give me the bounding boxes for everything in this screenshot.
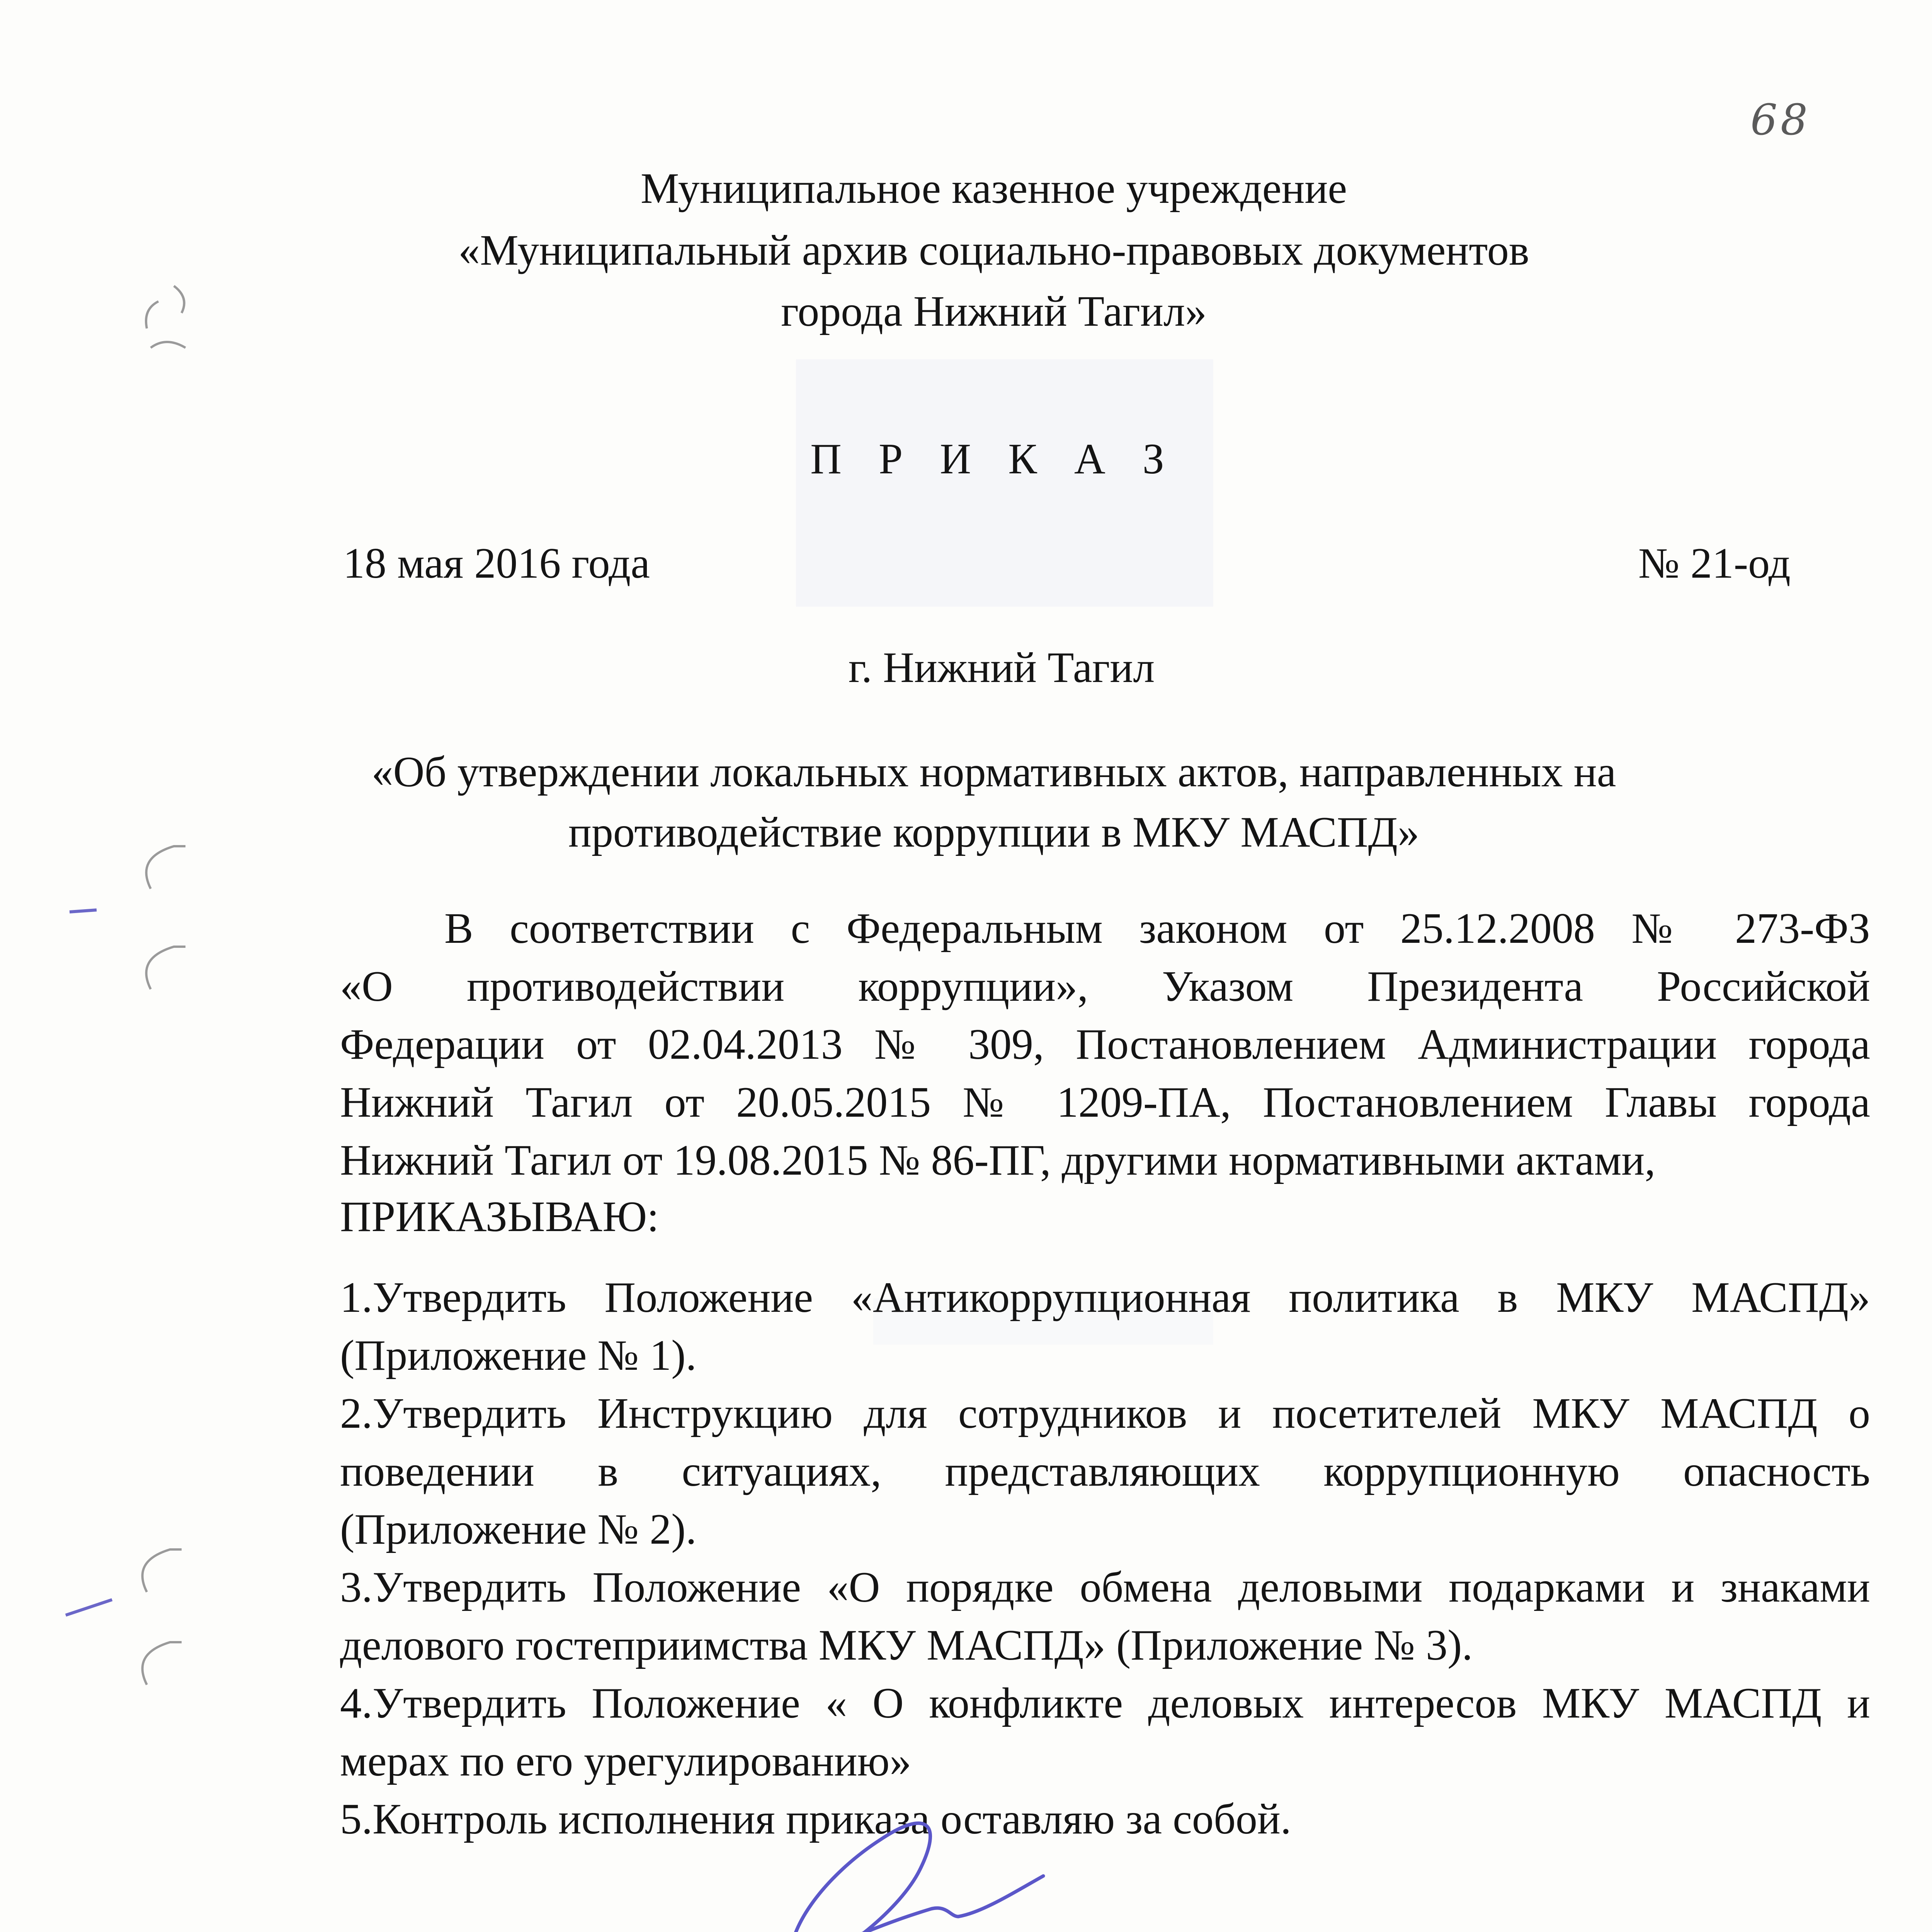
item-1-line-2: (Приложение № 1). bbox=[340, 1332, 697, 1379]
document-date: 18 мая 2016 года bbox=[343, 539, 650, 587]
faint-stamp-mark bbox=[796, 359, 1213, 607]
handwritten-signature-icon bbox=[765, 1793, 1113, 1932]
item-2-line-1: 2.Утвердить Инструкцию для сотрудников и посетителей МКУ МАСПД о bbox=[340, 1392, 1870, 1437]
preamble-line-5: Нижний Тагил от 19.08.2015 № 86-ПГ, другими нормативными актами, bbox=[340, 1136, 1656, 1184]
item-5-line-1: 5.Контроль исполнения приказа оставляю за собой. bbox=[340, 1795, 1291, 1843]
item-3-line-2: делового гостеприимства МКУ МАСПД» (Приложение № 3). bbox=[340, 1621, 1473, 1669]
subject-line-1: «Об утверждении локальных нормативных актов, направленных на bbox=[371, 748, 1616, 796]
item-4-line-2: мерах по его урегулированию» bbox=[340, 1737, 912, 1785]
preamble-line-4: Нижний Тагил от 20.05.2015 № 1209-ПА, Постановлением Главы города bbox=[340, 1081, 1870, 1126]
org-name-line-2: «Муниципальный архив социально-правовых документов bbox=[458, 226, 1529, 274]
item-3-line-1: 3.Утвердить Положение «О порядке обмена деловыми подарками и знаками bbox=[340, 1566, 1870, 1611]
binder-hole-marks-icon bbox=[54, 270, 232, 1932]
document-city: г. Нижний Тагил bbox=[848, 644, 1155, 692]
document-number: № 21-од bbox=[1638, 539, 1791, 587]
preamble-line-3: Федерации от 02.04.2013 № 309, Постановлением Администрации города bbox=[340, 1023, 1870, 1068]
preamble-line-1: В соответствии с Федеральным законом от 25.12.2008 № 273-ФЗ bbox=[444, 907, 1870, 952]
item-1-line-1: 1.Утвердить Положение «Антикоррупционная политика в МКУ МАСПД» bbox=[340, 1276, 1870, 1321]
handwritten-page-number: 68 bbox=[1750, 95, 1811, 145]
item-4-line-1: 4.Утвердить Положение « О конфликте деловых интересов МКУ МАСПД и bbox=[340, 1682, 1870, 1727]
item-2-line-2: поведении в ситуациях, представляющих коррупционную опасность bbox=[340, 1450, 1870, 1495]
preamble-order-word: ПРИКАЗЫВАЮ: bbox=[340, 1193, 659, 1241]
item-2-line-3: (Приложение № 2). bbox=[340, 1505, 697, 1553]
subject-line-2: противодействие коррупции в МКУ МАСПД» bbox=[568, 808, 1420, 856]
org-name-line-3: города Нижний Тагил» bbox=[781, 287, 1207, 335]
preamble-line-2: «О противодействии коррупции», Указом Президента Российской bbox=[340, 965, 1870, 1010]
document-title: П Р И К А З bbox=[810, 435, 1177, 483]
org-name-line-1: Муниципальное казенное учреждение bbox=[640, 165, 1347, 213]
